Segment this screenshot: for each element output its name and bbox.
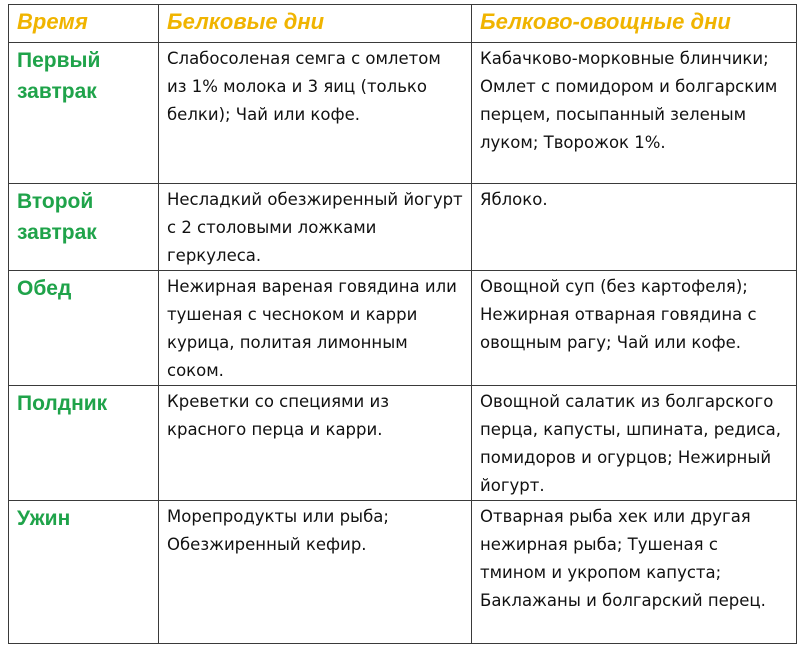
protein-veg-day-meal: Отварная рыба хек или другая нежирная рыба; Тушеная с тмином и укропом капуста; Баклажаны и болгарский перец. (472, 501, 797, 644)
protein-day-meal: Слабосоленая семга с омлетом из 1% молока и 3 яиц (только белки); Чай или кофе. (159, 43, 472, 184)
protein-veg-day-meal: Овощной суп (без картофеля); Нежирная отварная говядина с овощным рагу; Чай или кофе. (472, 271, 797, 386)
protein-veg-day-meal: Кабачково-морковные блинчики; Омлет с помидором и болгарским перцем, посыпанный зеленым луком; Творожок 1%. (472, 43, 797, 184)
table-row (9, 184, 797, 271)
header-protein-days: Белковые дни (159, 5, 472, 43)
table-row (9, 501, 797, 644)
meal-time: Второй завтрак (9, 184, 159, 271)
protein-day-meal: Нежирная вареная говядина или тушеная с чесноком и карри курица, политая лимонным соком. (159, 271, 472, 386)
header-protein-veg-days: Белково-овощные дни (472, 5, 797, 43)
diet-table (8, 4, 797, 644)
protein-day-meal: Несладкий обезжиренный йогурт с 2 столовыми ложками геркулеса. (159, 184, 472, 271)
header-row (9, 5, 797, 43)
meal-time: Полдник (9, 386, 159, 501)
table-row (9, 43, 797, 184)
table-row (9, 386, 797, 501)
meal-time: Обед (9, 271, 159, 386)
table-row (9, 271, 797, 386)
header-time: Время (9, 5, 159, 43)
protein-day-meal: Морепродукты или рыба; Обезжиренный кефир. (159, 501, 472, 644)
meal-time: Первый завтрак (9, 43, 159, 184)
meal-time: Ужин (9, 501, 159, 644)
protein-veg-day-meal: Овощной салатик из болгарского перца, капусты, шпината, редиса, помидоров и огурцов; Нежирный йогурт. (472, 386, 797, 501)
protein-day-meal: Креветки со специями из красного перца и карри. (159, 386, 472, 501)
protein-veg-day-meal: Яблоко. (472, 184, 797, 271)
